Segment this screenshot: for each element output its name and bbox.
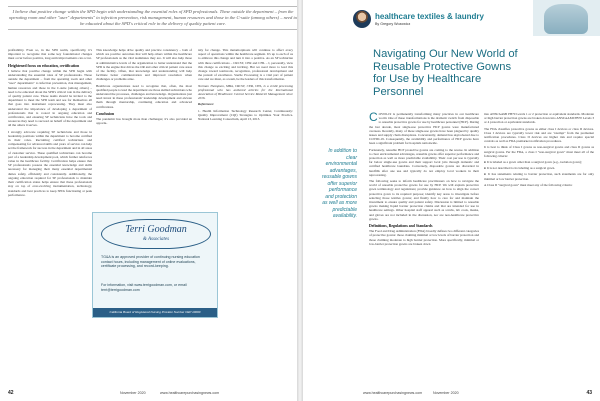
paragraph: It is best to think of Class I gowns as non-surgical gowns and class II gowns as surgical gowns. Per the FDA, a class I "non-surgical gown" must meet all of the following criteria: (484, 145, 594, 158)
right-page (303, 0, 600, 401)
paragraph: The following seeks to inform healthcare practitioners on how to navigate the world of reusable protective gowns for use by HCP. We will explain protective gown terminology and regulations; provide guidance on how to align the correct protective gown to its required purpose; identify key areas to investigate before selecting those textiles gowns; and finally how to care for and maintain the investment to ensure quality and patient safety. Discussion is limited to reusable gowns making liquid barrier protection claims and that are intended for use in healthcare settings. Other hospital staff apparel such as scrubs, lab coats, masks, and gloves are not included in the discussion, nor are non-healthcare protective gowns. (369, 179, 479, 221)
left-column-1 (8, 48, 92, 199)
gown-photo (544, 4, 588, 34)
section-heading: Conclusion (96, 111, 115, 116)
advertisement[interactable] (92, 212, 218, 318)
ad-company-name: Terri Goodman (125, 224, 187, 235)
page-number: 43 (586, 390, 592, 396)
bullet-item: ● It is labeled as a gown other than a surgical gown (e.g., isolation gown); (484, 160, 582, 165)
left-column-3 (198, 48, 293, 123)
ad-company-suffix: & Associates (142, 237, 170, 242)
paragraph: This knowledge helps drive quality and practice consistency – both of which are positive outcomes that will help others within the healthcare SP professionals as the vital teammates they are. It will also help those at administrative levels of the organization to better understand that the SPD is the engine that drives the OR and other critical patient care areas of the facility. Often, that knowledge and understanding will help facilitate better communication and improved resolution when challenges or problems arise. (96, 48, 192, 82)
right-column-1 (369, 112, 479, 248)
footer-issue: November 2020 (120, 391, 146, 395)
lead-paragraph-text: OVID-19 is permanently transforming many practices in our healthcare world. One of these transformations is the dramatic switch from disposable to reusable protective gowns for use by healthcare personnel (HCP). During the last decade, most single-use protective HCP gowns were manufactured overseas. Recently, many of these single-use gowns have been plagued by quality issues and supply chain disruptions. Concurrently, demand has skyrocketed due to COVID-19. Consequently, the availability and performance of HCP gowns have been a significant problem for hospitals nationwide. (369, 112, 479, 146)
author-avatar (353, 10, 371, 28)
paragraph: nity for change. This metamorphosis will continue to affect every aspect of operations within the healthcare segment. It's up to each of us to embrace this change and turn it into a positive. As an SP technician with three certifications – CRCST, CER and CHL – I, personally, view this change as exciting and inviting. But we need more to lead this change toward teamwork, recognition, professional development and the pursuit of excellence. Sterile Processing is a vital part of patient care and we must, as a team, be the leaders of this transformation. (198, 48, 293, 82)
article-headline: Navigating Our New World of Reusable Protective Gowns for Use by Healthcare Personnel (373, 48, 518, 98)
sidebar-quote: In addition to clear environmental advantages, reusable gowns offer superior performance and protection as well as more predictable availability. (321, 148, 357, 219)
references-label: References: (198, 102, 215, 107)
pull-quote: I believe that positive change within the SPD begin with understanding the essential roles of SPD professionals. These outside the department – from the operating room and other "user" departments" to infection prevention, risk management, human resources and those in the C-suite (among others) – need to be educated about the SPD's critical role in the delivery of quality patient care. (8, 6, 297, 30)
paragraph: into ANSI/AAMI PB70 Levels 1 or 2 protection or equivalent standards. Moderate or high barrier protection gowns are broken down into ANSI/AAMI PB70 Levels 3 or 4 protection or equivalent standards. (484, 112, 594, 125)
ad-footer: California Board of Registered Nursing Provider Number CEP 10000 (93, 308, 217, 317)
paragraph: I believe that positive change within the SPD begin with understanding the essential roles of SP professionals. Those outside the department – from the operating room and other "user" departments" to infection prevention, risk management, human resources and those in the C-suite (among others) – need to be educated about the SPD's critical role in the delivery of quality patient care. These teams should be invited to the department to meet the SPD team and see for themselves all that goes into instrument reprocessing. They must also understand the importance of developing a department of professionals that is rooted in ongoing education and certification, and ensuring SP technicians have the tools and resources they need to succeed on behalf of the department and all the others it serves. (8, 68, 92, 128)
left-column-2 (96, 48, 192, 127)
ad-description: TG&A is an approved provider of continuing nursing education contact hours, including management of online evaluations, certificate processing, and record-keeping. (101, 255, 200, 269)
footer-site: www.healthcarepurchasingnews.com (160, 391, 220, 395)
paragraph: The pandemic has brought more than challenges; it's also provided an opportu- (96, 117, 192, 126)
section-header (375, 12, 484, 27)
author-bio: Norman Thompson, MBA, CRCST, CER, CHL, is a credit processing professional who has authored articles for the International Association of Healthcare Central Service Materiel Management since 2016. (198, 83, 293, 101)
ad-logo (101, 219, 211, 249)
section-heading: Heightened focus on education, certification (8, 63, 80, 68)
paragraph: I strongly advocate requiring SP technicians and those in leadership positions within the department to become certified in their roles. Recruiting certified technicians and compensating for advanced skills and years of service can help set the framework for success in the department and in all areas of customer service. These qualified technicians can become part of a leadership development pool, which further reinforces value in the healthcare facility. Certification helps ensure that SP professionals possess the essential knowledge and skills necessary for managing their many essential departmental duties safely, efficiently and consistently. Additionally, the ongoing education required for SP professionals to maintain their certification status helps ensure that these professionals stay on top of ever-evolving instrumentation, technology, standards and best practices to keep SPDs functioning at peak performance. (8, 129, 92, 197)
paragraph: A Class II "surgical gown" must meet any of the following criteria: (484, 182, 573, 187)
right-column-2 (484, 112, 594, 189)
section-title: healthcare textiles & laundry (375, 12, 484, 21)
page-number: 42 (8, 390, 14, 396)
left-page (0, 0, 297, 401)
paragraph (369, 112, 479, 146)
footer-issue: November 2020 (433, 391, 459, 395)
section-heading: Definitions, Regulations and Standards (369, 224, 433, 229)
bullet-item: ● It is not described to its labeling as a surgical gown. (484, 166, 556, 171)
byline: By Gregory Wozowicz (375, 22, 411, 26)
ad-contact-info[interactable]: For information, visit www.terrigoodman.com, or email terri@terrigoodman.com (101, 283, 187, 292)
paragraph: Fortunately, reusable HCP protective gowns are coming to the rescue. In addition to clear environmental advantages, reusable gowns offer superior performance and protection as well as more predictable availability. Their cost per use is typically far below single-use gowns and their support local jobs through domestic and certified healthcare laundries. Conversely, disposable gowns are discarded in landfills after one use and typically do not employ local workers in their reprocessing. (369, 147, 479, 177)
paragraph: Healthcare organizations need to recognize that, often, the most qualified people to lead the department are those skilled technicians who understand the processes, challenges and knowledge. Organizations just need invest in these professionals' leadership development and elevate them through mentorship, continuing education and advanced certifications. (96, 83, 192, 109)
paragraph: The FDA classifies protective gowns as either class I devices or class II devices. Class I devices are typically lower risk and are "exempt" from the premarket notification procedures. Class II devices are higher risk and require special controls as well as FDA premarket notification procedures. (484, 126, 594, 144)
reference-item: 1. Health Information Technology Research Center, Continuously: Quality Improvement (CQI) Strategies to Optimize Your Practice. National Learning Consortium, April 13, 2013. (198, 108, 293, 122)
paragraph: The Food and Drug Administration (FDA) broadly defines two different categories of protective gowns: those claiming minimal or low levels of barrier protection and those claiming moderate to high barrier protection. More specifically, minimal or low-barrier protection gowns are broken down (369, 229, 479, 246)
bullet-item: ● It has statements relating to barrier protection, such statements are for only minimal or low barrier protection. (484, 172, 594, 181)
drop-cap: C (369, 110, 378, 124)
paragraph: profitability. Even so, in the SPD realm, specifically, it's important to recognize that some key foundational changes must occur before positive, long-term improvements can occur. (8, 48, 92, 61)
footer-site: www.healthcarepurchasingnews.com (363, 391, 423, 395)
